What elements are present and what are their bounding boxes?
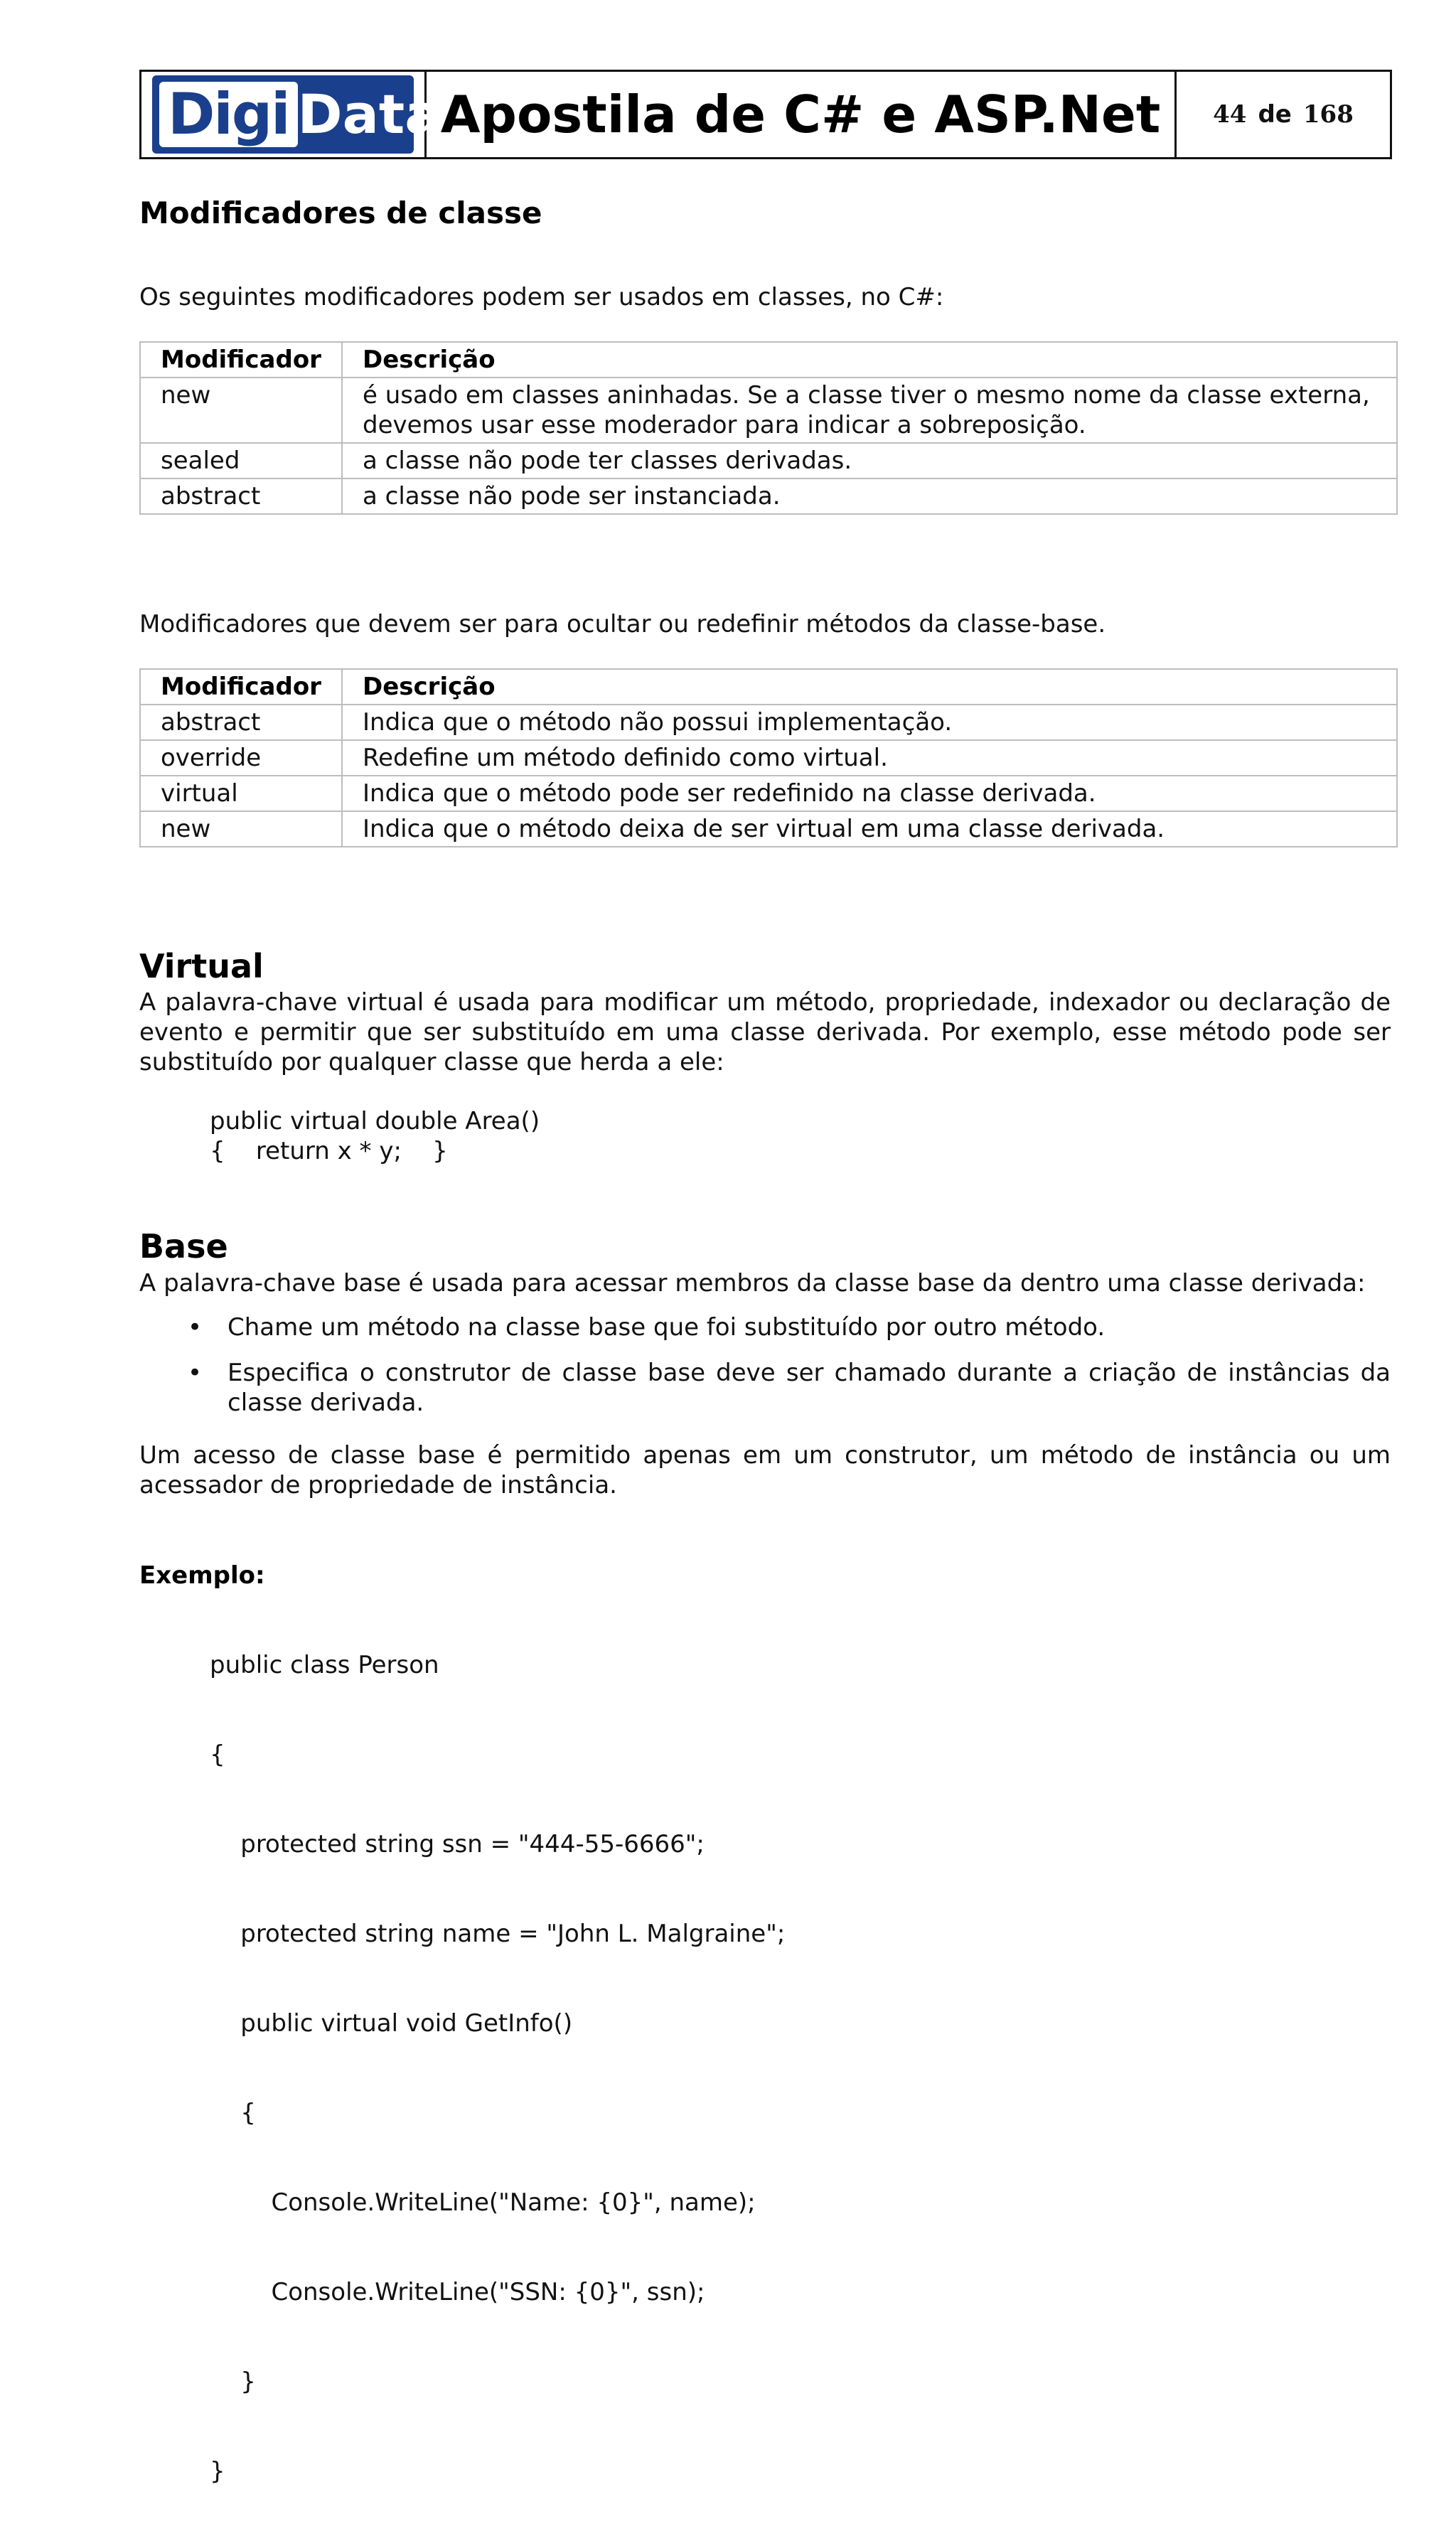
- header-modifier: Modificador: [140, 342, 342, 378]
- modifier-cell: virtual: [140, 776, 342, 811]
- logo-cell: [141, 72, 441, 157]
- code-line: public class Person: [210, 1651, 439, 1679]
- description-cell: Redefine um método definido como virtual.: [342, 740, 1397, 776]
- modifier-cell: override: [140, 740, 342, 776]
- table-row: [140, 378, 1397, 443]
- base-paragraph-2: Um acesso de classe base é permitido apenas em um construtor, um método de instância ou um acessador de propriedade de instância.: [139, 1441, 1391, 1499]
- code-line: Console.WriteLine("Name: {0}", name);: [210, 2188, 756, 2217]
- table-header-row: [140, 669, 1397, 705]
- list-item: [188, 1358, 1391, 1418]
- virtual-paragraph: A palavra-chave virtual é usada para modificar um método, propriedade, indexador ou declaração de evento e permitir que ser substituído em uma classe derivada. Por exemplo, esse método pode ser substituído por qualquer classe que herda a ele:: [139, 988, 1391, 1076]
- bullet-text: Chame um método na classe base que foi substituído por outro método.: [228, 1313, 1106, 1342]
- table-row: [140, 705, 1397, 740]
- code-line: protected string ssn = "444-55-6666";: [210, 1830, 705, 1858]
- page-number: [1174, 72, 1390, 157]
- table-row: [140, 776, 1397, 811]
- page-header: [139, 70, 1392, 159]
- header-description: Descrição: [342, 669, 1397, 705]
- example-code-block: [210, 1590, 785, 2546]
- code-line: public virtual void GetInfo(): [210, 2009, 573, 2038]
- description-cell: a classe não pode ter classes derivadas.: [342, 443, 1397, 478]
- document-title: Apostila de C# e ASP.Net: [440, 85, 1161, 144]
- code-line: {: [210, 2099, 256, 2127]
- virtual-code-line: public virtual double Area(): [210, 1107, 540, 1135]
- base-paragraph: A palavra-chave base é usada para acessar membros da classe base da dentro uma classe derivada:: [139, 1269, 1366, 1298]
- table-header-row: [140, 342, 1397, 378]
- method-modifiers-intro: Modificadores que devem ser para ocultar ou redefinir métodos da classe-base.: [139, 610, 1106, 638]
- header-modifier: Modificador: [140, 669, 342, 705]
- modifier-cell: abstract: [140, 705, 342, 740]
- section-title-class-modifiers: Modificadores de classe: [139, 196, 542, 230]
- section-title-base: Base: [139, 1227, 228, 1266]
- table-row: [140, 443, 1397, 478]
- modifier-cell: new: [140, 378, 342, 443]
- modifier-cell: new: [140, 811, 342, 847]
- table-row: [140, 811, 1397, 847]
- code-line: Console.WriteLine("SSN: {0}", ssn);: [210, 2278, 705, 2306]
- logo-digi-text: Digi: [159, 82, 298, 147]
- table-row: [140, 478, 1397, 514]
- code-line: }: [210, 2368, 256, 2396]
- section-title-virtual: Virtual: [139, 947, 264, 985]
- example-label: Exemplo:: [139, 1561, 265, 1590]
- description-cell: Indica que o método deixa de ser virtual em uma classe derivada.: [342, 811, 1397, 847]
- class-modifiers-table: [139, 341, 1398, 515]
- code-line: }: [210, 2457, 225, 2486]
- logo-data-text: Data: [297, 82, 441, 146]
- header-description: Descrição: [342, 342, 1397, 378]
- bullet-text: Especifica o construtor de classe base deve ser chamado durante a criação de instâncias da classe derivada.: [228, 1359, 1391, 1417]
- code-line: protected string name = "John L. Malgraine";: [210, 1920, 786, 1948]
- base-bullet-list: [188, 1312, 1391, 1433]
- bullet-icon: •: [188, 1359, 203, 1387]
- page-current: 44: [1213, 100, 1247, 129]
- class-modifiers-intro: Os seguintes modificadores podem ser usados em classes, no C#:: [139, 283, 944, 311]
- method-modifiers-table: [139, 668, 1398, 847]
- description-cell: a classe não pode ser instanciada.: [342, 478, 1397, 514]
- modifier-cell: sealed: [140, 443, 342, 478]
- list-item: [188, 1312, 1391, 1342]
- modifier-cell: abstract: [140, 478, 342, 514]
- table-row: [140, 740, 1397, 776]
- page-separator: de: [1258, 100, 1292, 129]
- code-line: {: [210, 1740, 225, 1769]
- digidata-logo: [152, 75, 441, 154]
- description-cell: é usado em classes aninhadas. Se a classe tiver o mesmo nome da classe externa, devemos usar esse moderador para indicar a sobreposição.: [342, 378, 1397, 443]
- virtual-code-line: { return x * y; }: [210, 1137, 448, 1165]
- description-cell: Indica que o método pode ser redefinido na classe derivada.: [342, 776, 1397, 811]
- description-cell: Indica que o método não possui implementação.: [342, 705, 1397, 740]
- page-total: 168: [1302, 100, 1354, 129]
- bullet-icon: •: [188, 1313, 203, 1342]
